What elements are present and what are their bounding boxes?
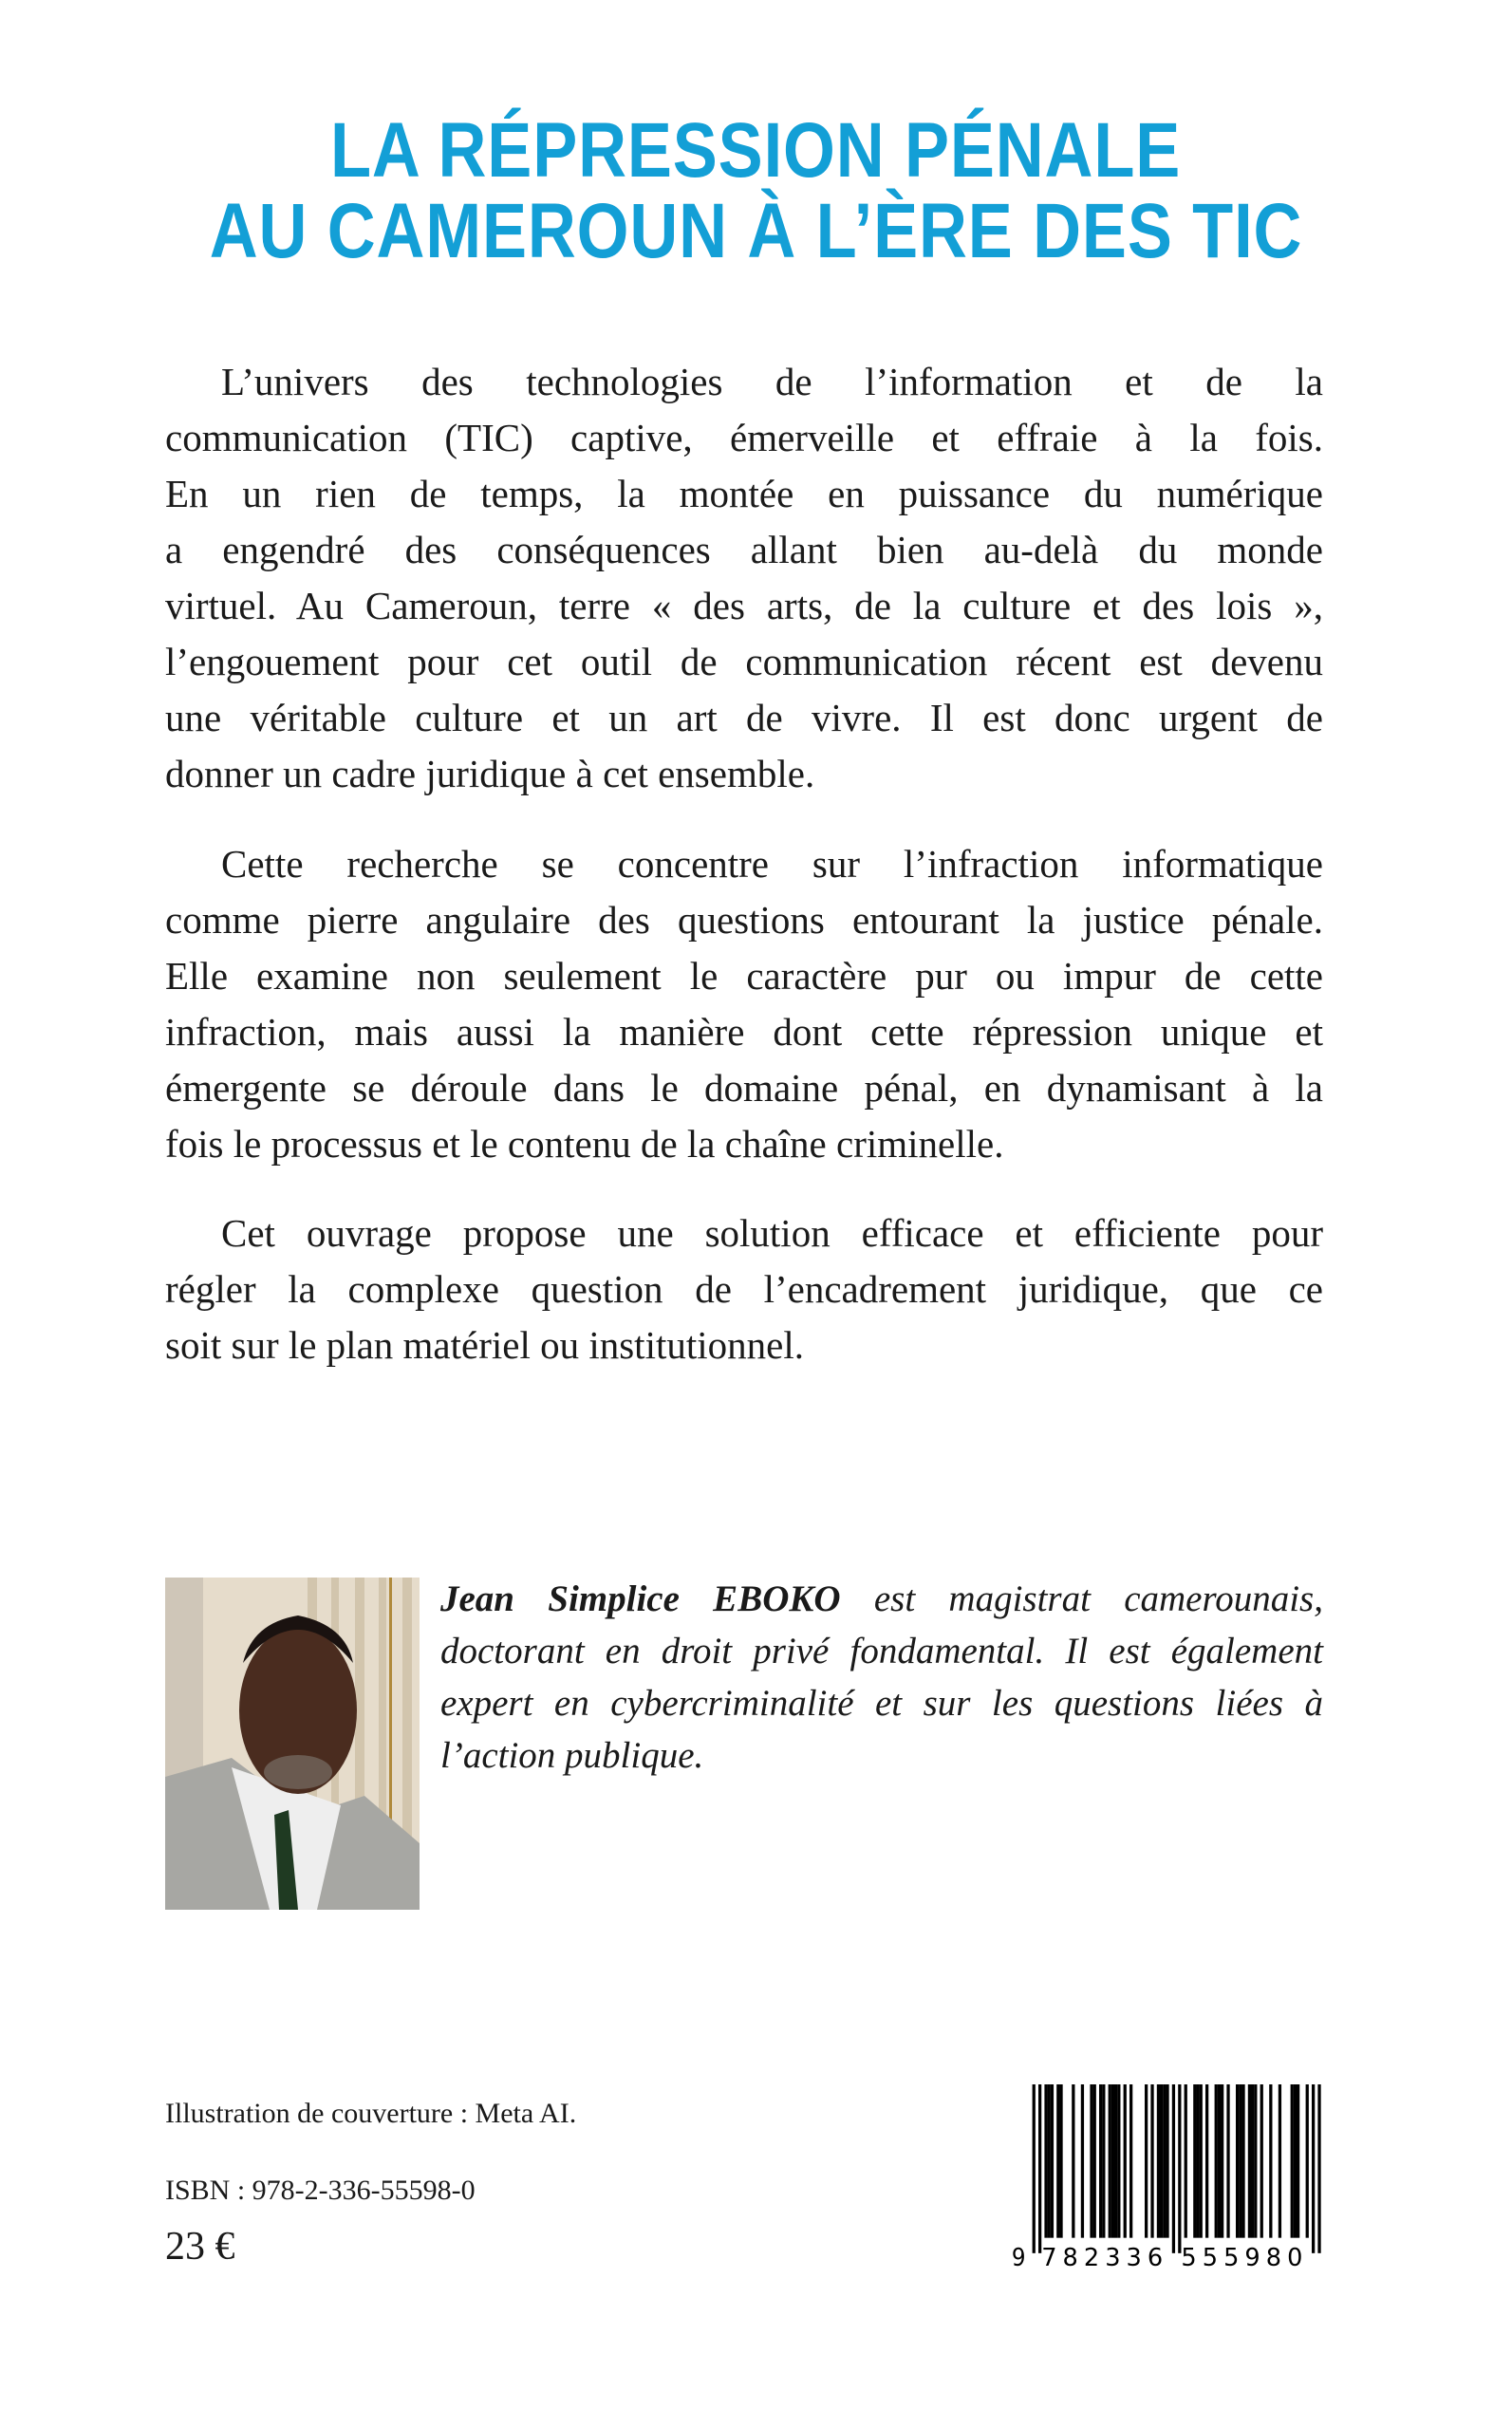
barcode-bar [1157, 2084, 1160, 2238]
blurb-line: virtuel. Au Cameroun, terre « des arts, de la culture et des lois », [165, 584, 1323, 627]
barcode-bar [1145, 2084, 1148, 2238]
barcode-bar [1044, 2084, 1047, 2238]
barcode-left-digits: 782336 [1041, 2243, 1164, 2269]
barcode-bar [1306, 2084, 1309, 2238]
blurb-line: soit sur le plan matériel ou institutionnel. [165, 1323, 804, 1367]
blurb-paragraph-1 [165, 354, 1323, 802]
barcode-bar [1102, 2084, 1105, 2238]
blurb-paragraph-3 [165, 1205, 1323, 1373]
bio-line: l’action publique. [440, 1735, 704, 1776]
bio-line: expert en cybercriminalité et sur les questions liées à [440, 1683, 1323, 1724]
author-name: Jean Simplice EBOKO [440, 1578, 841, 1619]
blurb-line: communication (TIC) captive, émerveille et effraie à la fois. [165, 416, 1323, 459]
barcode-bar [1205, 2084, 1208, 2238]
barcode-bar [1160, 2084, 1163, 2238]
barcode-bar [1109, 2084, 1111, 2238]
barcode-bar [1117, 2084, 1120, 2238]
bio-line [440, 1573, 1323, 1625]
barcode-bar [1215, 2084, 1218, 2238]
barcode-bar [1297, 2084, 1299, 2238]
barcode-bar [1294, 2084, 1297, 2238]
blurb-line: fois le processus et le contenu de la chaîne criminelle. [165, 1122, 1004, 1166]
barcode-bar [1251, 2084, 1254, 2238]
barcode-bar [1254, 2084, 1257, 2238]
blurb-line: a engendré des conséquences allant bien au-delà du monde [165, 528, 1323, 571]
barcode-first-digit: 9 [1011, 2243, 1026, 2269]
barcode-bar [1172, 2084, 1175, 2253]
barcode-bar [1236, 2084, 1239, 2238]
barcode-bar [1312, 2084, 1315, 2253]
barcode-bar [1193, 2084, 1196, 2238]
barcode-bar [1239, 2084, 1241, 2238]
barcode-bar [1241, 2084, 1244, 2238]
barcode-bar [1178, 2084, 1181, 2253]
title-line-2: AU CAMEROUN À L’ÈRE DES TIC [209, 188, 1303, 274]
blurb-line: Cet ouvrage propose une solution efficace et efficiente pour [221, 1211, 1323, 1255]
blurb-line: comme pierre angulaire des questions entourant la justice pénale. [165, 898, 1323, 942]
barcode-bar [1056, 2084, 1059, 2238]
barcode-right-digits: 555980 [1181, 2243, 1303, 2269]
barcode-bar [1081, 2084, 1084, 2238]
barcode-bar [1166, 2084, 1168, 2238]
barcode-bar [1090, 2084, 1092, 2238]
blurb-line: En un rien de temps, la montée en puissance du numérique [165, 472, 1323, 515]
barcode-bar [1099, 2084, 1102, 2238]
barcode-bar [1124, 2084, 1127, 2238]
isbn: ISBN : 978-2-336-55598-0 [165, 2175, 476, 2206]
title-line-1: LA RÉPRESSION PÉNALE [330, 107, 1182, 194]
barcode-bar [1150, 2084, 1153, 2238]
barcode-bar [1072, 2084, 1074, 2238]
barcode-bar [1260, 2084, 1263, 2238]
barcode-bar [1248, 2084, 1251, 2238]
barcode-bar [1279, 2084, 1281, 2238]
barcode-bar [1038, 2084, 1041, 2253]
bio-text: est magistrat camerounais, [840, 1578, 1323, 1619]
barcode-bar [1218, 2084, 1221, 2238]
barcode-bar [1059, 2084, 1062, 2238]
blurb-line: Cette recherche se concentre sur l’infraction informatique [221, 842, 1323, 886]
blurb-paragraph-2 [165, 836, 1323, 1172]
barcode-bar [1185, 2084, 1187, 2238]
price: 23 € [165, 2225, 235, 2269]
barcode-bar [1033, 2084, 1036, 2253]
barcode-bar [1093, 2084, 1096, 2238]
barcode-bar [1291, 2084, 1294, 2238]
barcode-bar [1048, 2084, 1051, 2238]
barcode-bar [1111, 2084, 1114, 2238]
barcode-bar [1196, 2084, 1199, 2238]
blurb-line: Elle examine non seulement le caractère pur ou impur de cette [165, 954, 1323, 998]
barcode-bar [1200, 2084, 1203, 2238]
author-bio [440, 1573, 1323, 1782]
barcode-bar [1221, 2084, 1223, 2238]
blurb-line: l’engouement pour cet outil de communication récent est devenu [165, 640, 1323, 683]
barcode-bar [1129, 2084, 1132, 2238]
blurb-line: régler la complexe question de l’encadrement juridique, que ce [165, 1267, 1323, 1311]
bio-line: doctorant en droit privé fondamental. Il est également [440, 1631, 1323, 1671]
book-title [0, 107, 1512, 194]
barcode-bar [1114, 2084, 1117, 2238]
book-subtitle [0, 188, 1512, 274]
barcode-bar [1269, 2084, 1272, 2238]
isbn-barcode [1008, 2084, 1327, 2269]
blurb-line: infraction, mais aussi la manière dont cette répression unique et [165, 1010, 1323, 1054]
author-photo [165, 1578, 420, 1910]
barcode-bar [1051, 2084, 1054, 2238]
blurb-line: donner un cadre juridique à cet ensemble. [165, 752, 815, 795]
blurb-line: L’univers des technologies de l’information et de la [221, 360, 1323, 403]
blurb-line: émergente se déroule dans le domaine pénal, en dynamisant à la [165, 1066, 1323, 1110]
illustration-credit: Illustration de couverture : Meta AI. [165, 2098, 577, 2129]
barcode-bar [1163, 2084, 1166, 2238]
blurb-line: une véritable culture et un art de vivre. Il est donc urgent de [165, 696, 1323, 739]
barcode-bar [1226, 2084, 1229, 2238]
barcode-bar [1317, 2084, 1320, 2253]
